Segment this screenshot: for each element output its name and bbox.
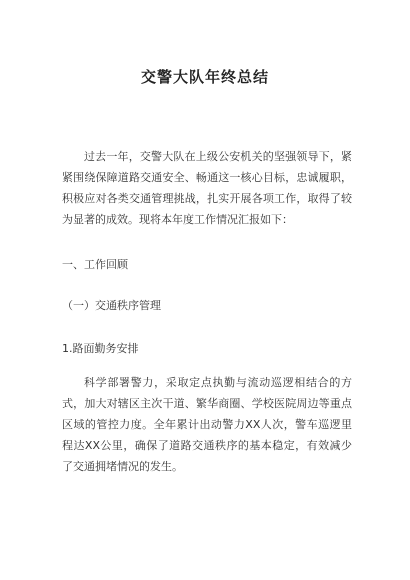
item-body-paragraph: 科学部署警力，采取定点执勤与流动巡逻相结合的方式，加大对辖区主次干道、繁华商圈、学校医院周边等重点区域的管控力度。全年累计出动警力XX人次，警车巡逻里程达XX公里，确保了道路交通秩序的基本稳定，有效减少了交通拥堵情况的发生。 (62, 376, 352, 473)
document-title: 交警大队年终总结 (140, 68, 269, 86)
section-heading: 一、工作回顾 (62, 258, 128, 271)
intro-paragraph: 过去一年，交警大队在上级公安机关的坚强领导下，紧紧围绕保障道路交通安全、畅通这一核心目标，忠诚履职，积极应对各类交通管理挑战，扎实开展各项工作，取得了较为显著的成效。现将本年度工作情况汇报如下： (62, 150, 352, 226)
item-heading: 1.路面勤务安排 (62, 342, 139, 355)
subsection-heading: （一）交通秩序管理 (62, 299, 161, 312)
